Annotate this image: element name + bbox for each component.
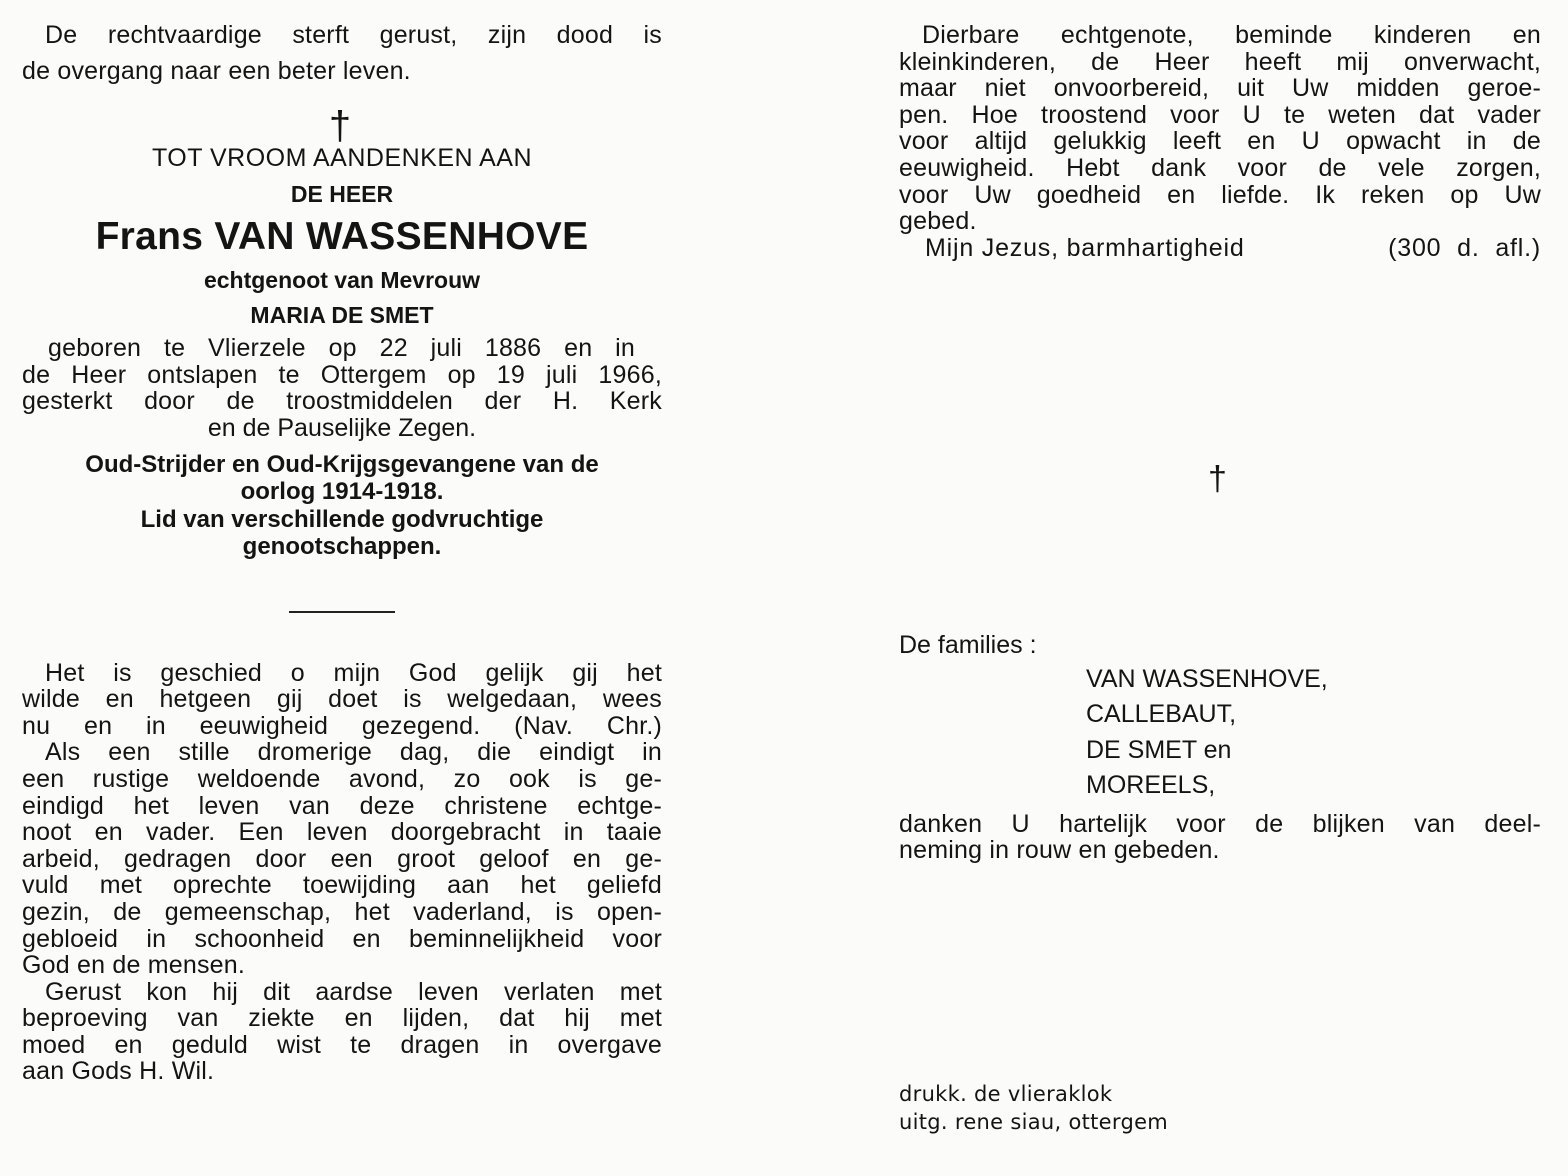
spouse-name: MARIA DE SMET <box>250 302 434 329</box>
family-name: CALLEBAUT, <box>1086 700 1237 729</box>
prayer-text <box>22 660 662 1086</box>
prayer-line: Als een stille dromerige dag, die eindigt in <box>45 738 662 767</box>
invocation-row <box>899 235 1541 262</box>
family-name: VAN WASSENHOVE, <box>1086 664 1328 693</box>
deceased-name: Frans VAN WASSENHOVE <box>95 215 589 259</box>
epigraph-line: de overgang naar een beter leven. <box>22 56 411 85</box>
farewell-line: maar niet onvoorbereid, uit Uw midden geroe- <box>899 74 1541 103</box>
farewell-line: pen. Hoe troostend voor U te weten dat vader <box>899 100 1541 129</box>
prayer-line: Het is geschied o mijn God gelijk gij het <box>45 658 662 687</box>
right-page <box>899 22 1541 1136</box>
title-heading: DE HEER <box>290 181 394 208</box>
invocation: Mijn Jezus, barmhartigheid <box>925 233 1245 262</box>
prayer-line: arbeid, gedragen door een groot geloof en ge- <box>22 844 662 873</box>
publisher-line: uitg. rene siau, ottergem <box>899 1110 1169 1135</box>
prayer-line: noot en vader. Een leven doorgebracht in taaie <box>22 818 662 847</box>
thanks-line: danken U hartelijk voor de blijken van deel- <box>899 809 1541 838</box>
families-list <box>899 662 1541 804</box>
honors-line: genootschappen. <box>242 533 442 561</box>
honors-line: oorlog 1914-1918. <box>240 478 444 506</box>
prayer-line: wilde en hetgeen gij doet is welgedaan, wees <box>22 685 662 714</box>
farewell-line: gebed. <box>899 207 977 236</box>
divider-rule <box>289 611 395 613</box>
farewell-text <box>899 22 1541 235</box>
left-page <box>22 22 662 1085</box>
farewell-line: kleinkinderen, de Heer heeft mij onverwacht, <box>899 47 1541 76</box>
honors-line: Oud-Strijder en Oud-Krijgsgevangene van de <box>85 450 599 478</box>
epigraph-line: De rechtvaardige sterft gerust, zijn dood is <box>45 21 662 49</box>
honors <box>22 451 662 561</box>
in-memory-heading: TOT VROOM AANDENKEN AAN <box>151 144 533 173</box>
prayer-line: gebloeid in schoonheid en beminnelijkheid voor <box>22 924 662 953</box>
printer-line: drukk. de vlieraklok <box>899 1082 1113 1107</box>
prayer-line: een rustige weldoende avond, zo ook is ge- <box>22 764 662 793</box>
epigraph <box>22 22 662 84</box>
prayer-line: gezin, de gemeenschap, het vaderland, is open- <box>22 897 662 926</box>
spouse-label: echtgenoot van Mevrouw <box>203 267 481 294</box>
prayer-line: nu en in eeuwigheid gezegend. (Nav. Chr.) <box>22 711 662 740</box>
families-label: De families : <box>899 631 1037 660</box>
prayer-line: beproeving van ziekte en lijden, dat hij met <box>22 1004 662 1033</box>
cross-icon: † <box>1208 460 1227 499</box>
prayer-line: eindigd het leven van deze christene echtge- <box>22 791 662 820</box>
info-line: geboren te Vlierzele op 22 juli 1886 en in <box>48 334 635 363</box>
farewell-line: voor altijd gelukkig leeft en U opwacht in de <box>899 127 1541 156</box>
info-line: gesterkt door de troostmiddelen der H. Kerk <box>22 387 662 416</box>
printer-credit <box>899 1080 1541 1136</box>
info-line: de Heer ontslapen te Ottergem op 19 juli 1966, <box>22 360 662 389</box>
thanks-text <box>899 811 1541 864</box>
prayer-line: vuld met oprechte toewijding aan het geliefd <box>22 871 662 900</box>
farewell-line: eeuwigheid. Hebt dank voor de vele zorgen, <box>899 153 1541 182</box>
farewell-line: Dierbare echtgenote, beminde kinderen en <box>922 21 1541 49</box>
family-name: DE SMET en <box>1086 735 1232 764</box>
farewell-line: voor Uw goedheid en liefde. Ik reken op Uw <box>899 180 1541 209</box>
prayer-line: moed en geduld wist te dragen in overgave <box>22 1030 662 1059</box>
family-name: MOREELS, <box>1086 771 1216 800</box>
thanks-line: neming in rouw en gebeden. <box>899 836 1220 865</box>
cross-icon: † <box>328 104 352 149</box>
birth-death-info <box>22 335 662 441</box>
info-line: en de Pauselijke Zegen. <box>207 413 477 442</box>
prayer-line: Gerust kon hij dit aardse leven verlaten met <box>45 977 662 1006</box>
prayer-line: aan Gods H. Wil. <box>22 1057 215 1086</box>
honors-line: Lid van verschillende godvruchtige <box>140 505 544 533</box>
indulgence: (300 d. afl.) <box>1388 233 1541 262</box>
prayer-line: God en de mensen. <box>22 951 245 980</box>
